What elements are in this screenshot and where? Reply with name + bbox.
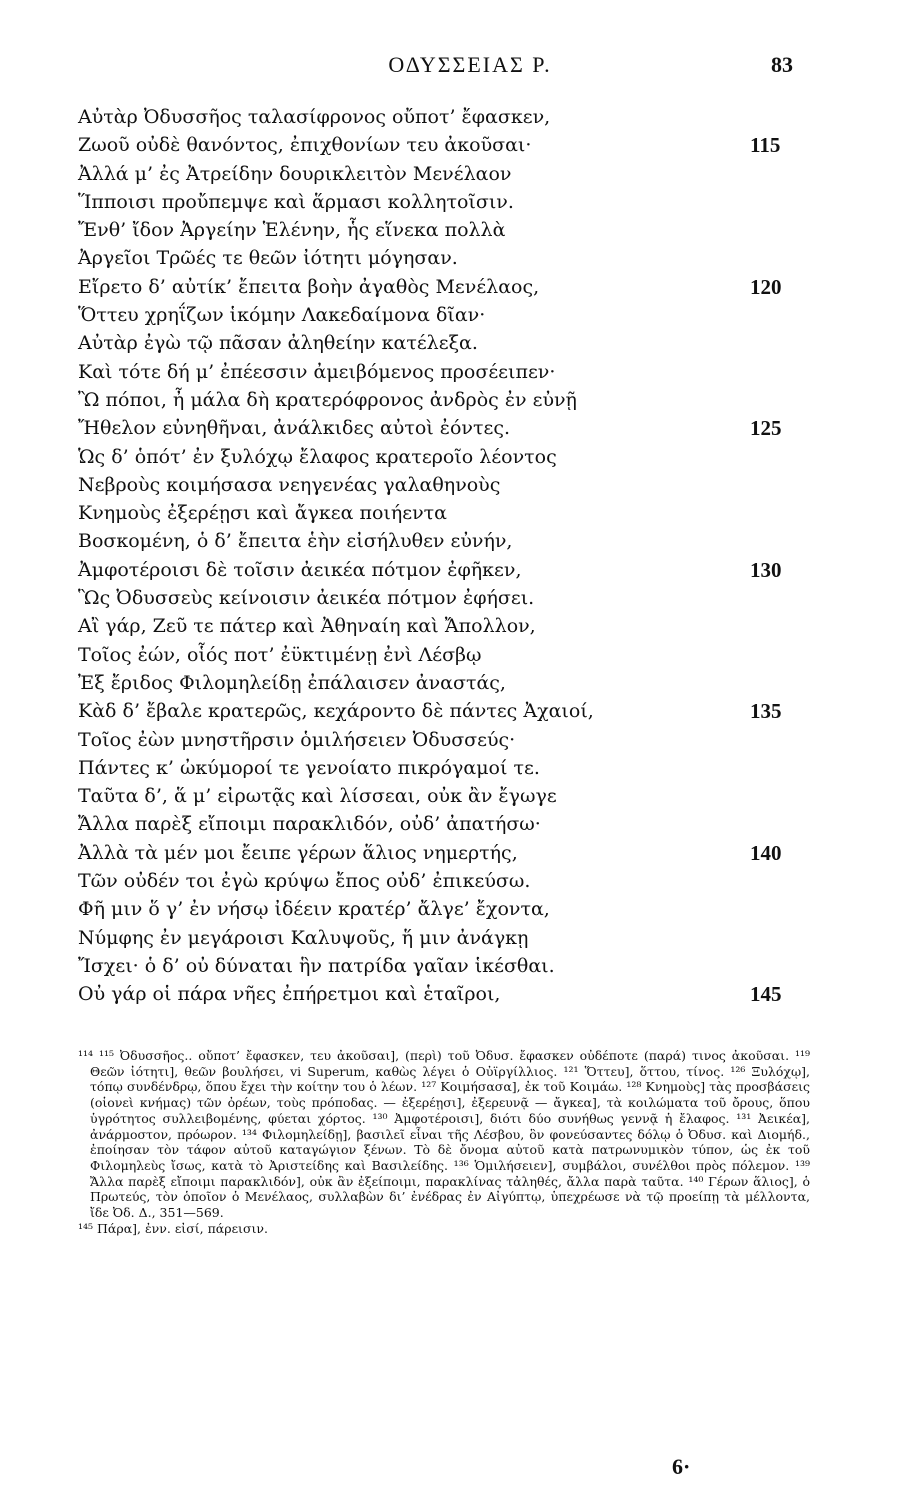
verse-text: Ὡς δ’ ὁπότ’ ἐν ξυλόχῳ ἔλαφος κρατεροῖο λέοντος <box>78 445 557 468</box>
verse-line <box>78 386 838 414</box>
verse-text: Ἴσχει· ὁ δ’ οὐ δύναται ἣν πατρίδα γαῖαν ἱκέσθαι. <box>78 954 555 977</box>
verse-line <box>78 867 838 895</box>
verse-line <box>78 810 838 838</box>
verse-line <box>78 556 838 584</box>
verse-line <box>78 358 838 386</box>
verse-line <box>78 726 838 754</box>
verse-text: Φῆ μιν ὅ γ’ ἐν νήσῳ ἰδέειν κρατέρ’ ἄλγε’ ἔχοντα, <box>78 898 550 921</box>
verse-line <box>78 754 838 782</box>
verse-text: Ἀλλὰ τὰ μέν μοι ἔειπε γέρων ἅλιος νημερτής, <box>78 841 518 864</box>
verse-text: Ὢ πόποι, ἦ μάλα δὴ κρατερόφρονος ἀνδρὸς ἐν εὐνῇ <box>78 388 577 411</box>
verse-text: Ἵπποισι προὔπεμψε καὶ ἅρμασι κολλητοῖσιν. <box>78 190 514 213</box>
verse-block <box>78 103 838 1009</box>
verse-text: Αἲ γάρ, Ζεῦ τε πάτερ καὶ Ἀθηναίη καὶ Ἄπολλον, <box>78 615 536 638</box>
verse-line <box>78 329 838 357</box>
verse-text: Ταῦτα δ’, ἅ μ’ εἰρωτᾷς καὶ λίσσεαι, οὐκ ἂν ἔγωγε <box>78 785 557 808</box>
verse-text: Νύμφης ἐν μεγάροισι Καλυψοῦς, ἥ μιν ἀνάγκῃ <box>78 926 529 949</box>
verse-text: Ζωοῦ οὐδὲ θανόντος, ἐπιχθονίων τευ ἀκοῦσαι· <box>78 134 532 157</box>
verse-line <box>78 669 838 697</box>
verse-line <box>78 103 838 131</box>
verse-text: Ἀμφοτέροισι δὲ τοῖσιν ἀεικέα πότμον ἐφῆκεν, <box>78 558 522 581</box>
verse-text: Ἀλλά μ’ ἐς Ἀτρείδην δουρικλειτὸν Μενέλαον <box>78 162 512 185</box>
verse-text: Ἐξ ἔριδος Φιλομηλείδῃ ἐπάλαισεν ἀναστάς, <box>78 671 506 694</box>
verse-line <box>78 499 838 527</box>
verse-text: Καὶ τότε δή μ’ ἐπέεσσιν ἀμειβόμενος προσέειπεν· <box>78 360 556 383</box>
line-number: 145 <box>750 982 782 1007</box>
verse-text: Εἴρετο δ’ αὐτίκ’ ἔπειτα βοὴν ἀγαθὸς Μενέλαος, <box>78 275 540 298</box>
verse-line <box>78 895 838 923</box>
verse-line <box>78 414 838 442</box>
verse-line <box>78 216 838 244</box>
verse-line <box>78 641 838 669</box>
verse-text: Ἤθελον εὐνηθῆναι, ἀνάλκιδες αὐτοὶ ἐόντες. <box>78 417 511 440</box>
verse-line <box>78 782 838 810</box>
verse-line <box>78 980 838 1008</box>
verse-line <box>78 697 838 725</box>
page-number: 83 <box>771 52 793 77</box>
verse-line <box>78 131 838 159</box>
verse-text: Κνημοὺς ἐξερέῃσι καὶ ἄγκεα ποιήεντα <box>78 502 447 525</box>
verse-text: Οὐ γάρ οἱ πάρα νῆες ἐπήρετμοι καὶ ἑταῖροι, <box>78 983 501 1006</box>
footnotes <box>78 1048 810 1236</box>
verse-text: Ἄλλα παρὲξ εἴποιμι παρακλιδόν, οὐδ’ ἀπατήσω· <box>78 813 541 836</box>
line-number: 130 <box>750 557 782 582</box>
verse-text: Αὐτὰρ ἐγὼ τῷ πᾶσαν ἀληθείην κατέλεξα. <box>78 332 478 355</box>
running-title: ΟΔΥΣΣΕΙΑΣ Ρ. <box>388 52 552 77</box>
verse-line <box>78 188 838 216</box>
line-number: 140 <box>750 840 782 865</box>
verse-line <box>78 273 838 301</box>
verse-text: Τοῖος ἐὼν μνηστῆρσιν ὁμιλήσειεν Ὀδυσσεύς· <box>78 728 516 751</box>
footnote-paragraph: ¹¹⁴ ¹¹⁵ Ὀδυσσῆος.. οὔποτ’ ἔφασκεν, τευ ἀκοῦσαι], (περὶ) τοῦ Ὀδυσ. ἔφασκεν οὐδέποτε (παρά) τινος ἀκοῦσαι. ¹¹⁹ Θεῶν ἰότητι], θεῶν βουλήσει, vi Superum, καθὼς λέγει ὁ Οὐϊργίλλιος. ¹²¹ Ὅττευ], ὅττου, τίνος. ¹²⁶ Ξυλόχῳ], τόπῳ συνδένδρῳ, ὅπου ἔχει τὴν κοίτην του ὁ λέων. ¹²⁷ Κοιμήσασα], ἐκ τοῦ Κοιμάω. ¹²⁸ Κνημοὺς] τὰς προσβάσεις (οἱονεὶ κνήμας) τῶν ὀρέων, τοὺς πρόποδας. — ἐξερέῃσι], ἐξερευνᾷ — ἄγκεα], τὰ κοιλώματα τοῦ ὄρους, ὅπου ὑγρότητος συλλειβομένης, φύεται χόρτος. ¹³⁰ Ἀμφοτέροισι], διότι δύο συνήθως γεννᾷ ἡ ἔλαφος. ¹³¹ Ἀεικέα], ἀνάρμοστον, πρόωρον. ¹³⁴ Φιλομηλείδῃ], βασιλεῖ εἶναι τῆς Λέσβου, ὃν φονεύσαντες δόλῳ ὁ Ὀδυσ. καὶ Διομήδ., ἐποίησαν τὸν τάφον αὐτοῦ καταγώγιον ξένων. Τὸ δὲ ὄνομα αὐτοῦ κατὰ πατρωνυμικὸν τύπον, ὡς ἐκ τοῦ Φιλομηλεὺς ἴσως, κατὰ τὸ Ἀριστείδης καὶ Βασιλείδης. ¹³⁶ Ὁμιλήσειεν], συμβάλοι, συνέλθοι πρὸς πόλεμον. ¹³⁹ Ἄλλα παρὲξ εἴποιμι παρακλιδόν], οὐκ ἂν ἐξείποιμι, παρακλίνας τἀληθές, ἄλλα παρὰ ταῦτα. ¹⁴⁰ Γέρων ἅλιος], ὁ Πρωτεύς, τὸν ὁποῖον ὁ Μενέλαος, συλλαβὼν δι’ ἐνέδρας ἐν Αἰγύπτῳ, ὑπεχρέωσε νὰ τῷ προείπῃ τὰ μέλλοντα, ἴδε Ὀδ. Δ., 351—569. <box>78 1048 810 1221</box>
line-number: 115 <box>750 133 781 158</box>
verse-line <box>78 612 838 640</box>
verse-line <box>78 160 838 188</box>
verse-text: Ἔνθ’ ἴδον Ἀργείην Ἑλένην, ἧς εἵνεκα πολλὰ <box>78 219 506 242</box>
verse-text: Κὰδ δ’ ἔβαλε κρατερῶς, κεχάροντο δὲ πάντες Ἀχαιοί, <box>78 700 594 723</box>
verse-line <box>78 924 838 952</box>
verse-text: Τοῖος ἐών, οἷός ποτ’ ἐϋκτιμένῃ ἐνὶ Λέσβῳ <box>78 643 482 666</box>
verse-line <box>78 471 838 499</box>
line-number: 135 <box>750 699 782 724</box>
line-number: 120 <box>750 274 782 299</box>
verse-text: Ὅττευ χρηΐζων ἱκόμην Λακεδαίμονα δῖαν· <box>78 304 486 327</box>
verse-text: Πάντες κ’ ὠκύμοροί τε γενοίατο πικρόγαμοί τε. <box>78 756 540 779</box>
verse-text: Ὣς Ὀδυσσεὺς κείνοισιν ἀεικέα πότμον ἐφήσει. <box>78 587 535 610</box>
verse-text: Ἀργεῖοι Τρῶές τε θεῶν ἰότητι μόγησαν. <box>78 247 458 270</box>
verse-text: Αὐτὰρ Ὀδυσσῆος ταλασίφρονος οὔποτ’ ἔφασκεν, <box>78 106 551 128</box>
verse-line <box>78 952 838 980</box>
verse-text: Νεβροὺς κοιμήσασα νεηγενέας γαλαθηνοὺς <box>78 473 501 496</box>
verse-line <box>78 839 838 867</box>
verse-line <box>78 244 838 272</box>
printer-signature: 6· <box>672 1454 691 1479</box>
verse-line <box>78 301 838 329</box>
verse-line <box>78 443 838 471</box>
verse-text: Τῶν οὐδέν τοι ἐγὼ κρύψω ἔπος οὐδ’ ἐπικεύσω. <box>78 870 531 893</box>
verse-line <box>78 584 838 612</box>
footnote-paragraph: ¹⁴⁵ Πάρα], ἐνν. εἰσί, πάρεισιν. <box>78 1220 268 1236</box>
line-number: 125 <box>750 416 782 441</box>
verse-line <box>78 527 838 555</box>
verse-text: Βοσκομένη, ὁ δ’ ἔπειτα ἑὴν εἰσήλυθεν εὐνήν, <box>78 530 513 553</box>
